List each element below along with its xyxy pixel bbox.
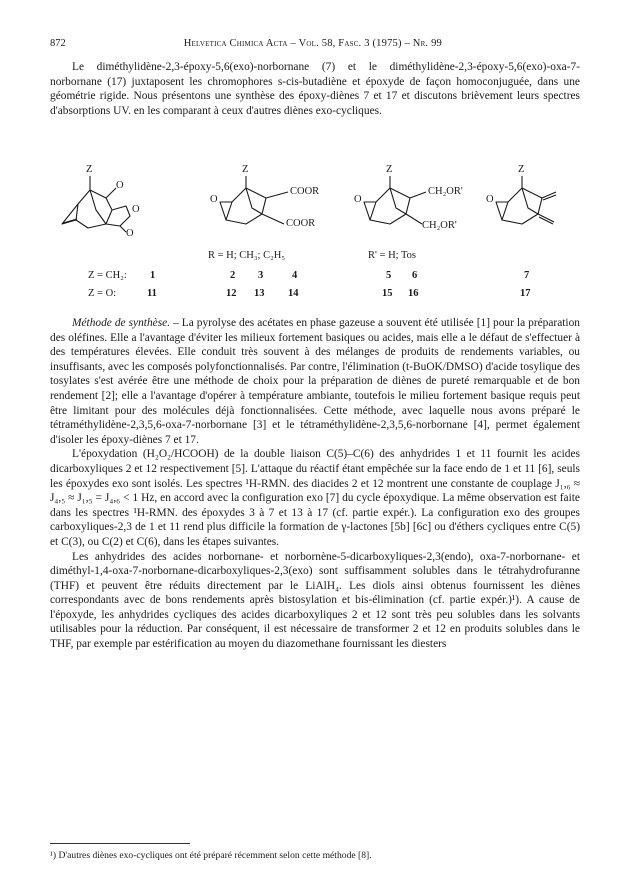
compound-number: 5 [386,270,392,281]
r-prime-definition: R' = H; Tos [368,250,417,261]
compound-number: 11 [147,288,157,299]
page-header [50,38,580,49]
z-label-3: Z [386,164,393,175]
ester-bottom-label: COOR [286,218,316,229]
compound-number: 3 [258,270,264,281]
methods-paragraph-2: L'époxydation (H₂O₂/HCOOH) de la double liaison C(5)–C(6) des anhydrides 1 et 11 fournit les acides dicarboxyliques 2 et 12 respectivement [5]. L'attaque du réactif étant empêchée sur la face endo de 1 et 11 [6], seuls les époxydes exo sont isolés. Les spectres ¹H-RMN. des diacides 2 et 12 montrent une constante de couplage J₁,₆ ≈ J₄,₅ ≈ J₁,₅ = J₄,₆ < 1 Hz, en accord avec la configuration exo [7] du cycle époxydique. La même observation est faite dans les spectres ¹H-RMN. des époxydes 3 à 7 et 13 à 17 (cf. partie expér.). La configuration exo des groupes carboxyliques-2,3 de 1 et 11 rend plus difficile la formation de γ-lactones [5b] [6c] ou d'éthers cycliques entre C(5) et C(3), ou C(2) et C(6), dans les étapes suivantes. [50,448,580,548]
structure-scheme [50,166,580,311]
epoxy-diol-structure [364,176,426,224]
intro-paragraph [50,60,580,118]
row-label-o: Z = O: [88,288,117,299]
methods-heading: Méthode de synthèse. [72,317,171,329]
intro-text: Le diméthylidène-2,3-époxy-5,6(exo)-norbornane (7) et le diméthylidène-2,3-époxy-5,6(exo)-oxa-7-norbornane (17) juxtaposent les chromophores s-cis-butadiène et époxyde de façon homoconjuguée, dans une géométrie rigide. Nous présentons une synthèse des époxy-diènes 7 et 17 et discutons brièvement leurs spectres d'absorptions UV. en les comparant à ceux d'autres diènes exo-cycliques. [50,61,580,117]
compound-number: 7 [524,270,530,281]
footnote [50,850,580,862]
compound-number: 17 [520,288,531,299]
alcohol-top-label: CH₂OR' [428,186,463,197]
methods-paragraph-1 [50,316,580,447]
ester-top-label: COOR [290,186,320,197]
methods-text-1: – La pyrolyse des acétates en phase gazeuse a souvent été utilisée [1] pour la préparation des oléfines. Elle a l'avantage d'éviter les milieux fortement basiques ou acides, mais elle a le défaut de s'effectuer à des températures élevées. Elle conduit très souvent à des mélanges de produits de rendements variables, ou insuffisants, avec les composés polyfonctionnalisés. Par contre, l'élimination (t-BuOK/DMSO) d'acide tosylique des tosylates s'est avérée être une méthode de choix pour la préparation de diènes de pureté remarquable et de bon rendement [2]; elle a l'avantage d'opérer à température ambiante, toutefois le milieu fortement basique requis peut être limitant pour des molécules déjà fonctionnalisées. Cette méthode, avec laquelle nous avons préparé le tétraméthylidène-2,3,5,6-oxa-7-norbornane [3] et le tétraméthylidène-2,3,5,6-norbornane [4], permet également d'isoler les époxy-diènes 7 et 17. [50,317,580,446]
r-definition: R = H; CH₃; C₂H₅ [208,250,285,261]
compound-number: 12 [226,288,237,299]
footnote-divider [50,843,190,844]
journal-running-title: Helvetica Chimica Acta – Vol. 58, Fasc. 3 (1975) – Nr. 99 [183,38,442,49]
z-label-1: Z [86,164,93,175]
epoxy-diester-structure [220,176,288,224]
z-label-2: Z [242,164,249,175]
footnote-text: D'autres diènes exo-cycliques ont été préparé récemment selon cette méthode [8]. [58,850,372,861]
oxygen-label-1a: O [116,180,124,191]
oxygen-label-4: O [486,194,494,205]
compound-number: 16 [408,288,419,299]
z-label-4: Z [518,164,525,175]
compound-number: 6 [412,270,418,281]
compound-number: 13 [254,288,265,299]
compound-number: 1 [150,270,156,281]
compound-number: 2 [230,270,236,281]
methods-section [50,316,580,652]
compound-number: 14 [288,288,299,299]
footnote-marker: ¹) [50,850,57,861]
compound-number: 15 [382,288,393,299]
epoxy-diene-structure [496,176,556,224]
oxygen-label-1c: O [126,228,134,239]
oxygen-label-2: O [210,194,218,205]
page-number: 872 [50,38,66,49]
methods-paragraph-3: Les anhydrides des acides norbornane- et norbornène-5-dicarboxyliques-2,3(endo), oxa-7-norbornane- et diméthyl-1,4-oxa-7-norbornane-dicarboxyliques-2,3(exo) sont suffisamment solubles dans le tétrahydrofuranne (THF) et peuvent être réduits directement par le LiAlH₄. Les diols ainsi obtenus fournissent les diènes correspondants avec de bons rendements après bistosylation et bis-élimination (cf. partie expér.)¹). A cause de l'époxyde, les anhydrides cycliques des acides dicarboxyliques 2 et 12 sont très peu solubles dans les solvants utilisables pour la réduction. Par conséquent, il est nécessaire de transformer 2 et 12 en produits solubles dans le THF, par exemple par estérification au moyen du diazomethane fournissant les diesters [50,550,580,651]
row-label-ch2: Z = CH₂: [88,270,127,281]
alcohol-bottom-label: CH₂OR' [422,220,457,231]
oxygen-label-3: O [354,194,362,205]
oxygen-label-1b: O [132,204,140,215]
compound-number: 4 [292,270,298,281]
